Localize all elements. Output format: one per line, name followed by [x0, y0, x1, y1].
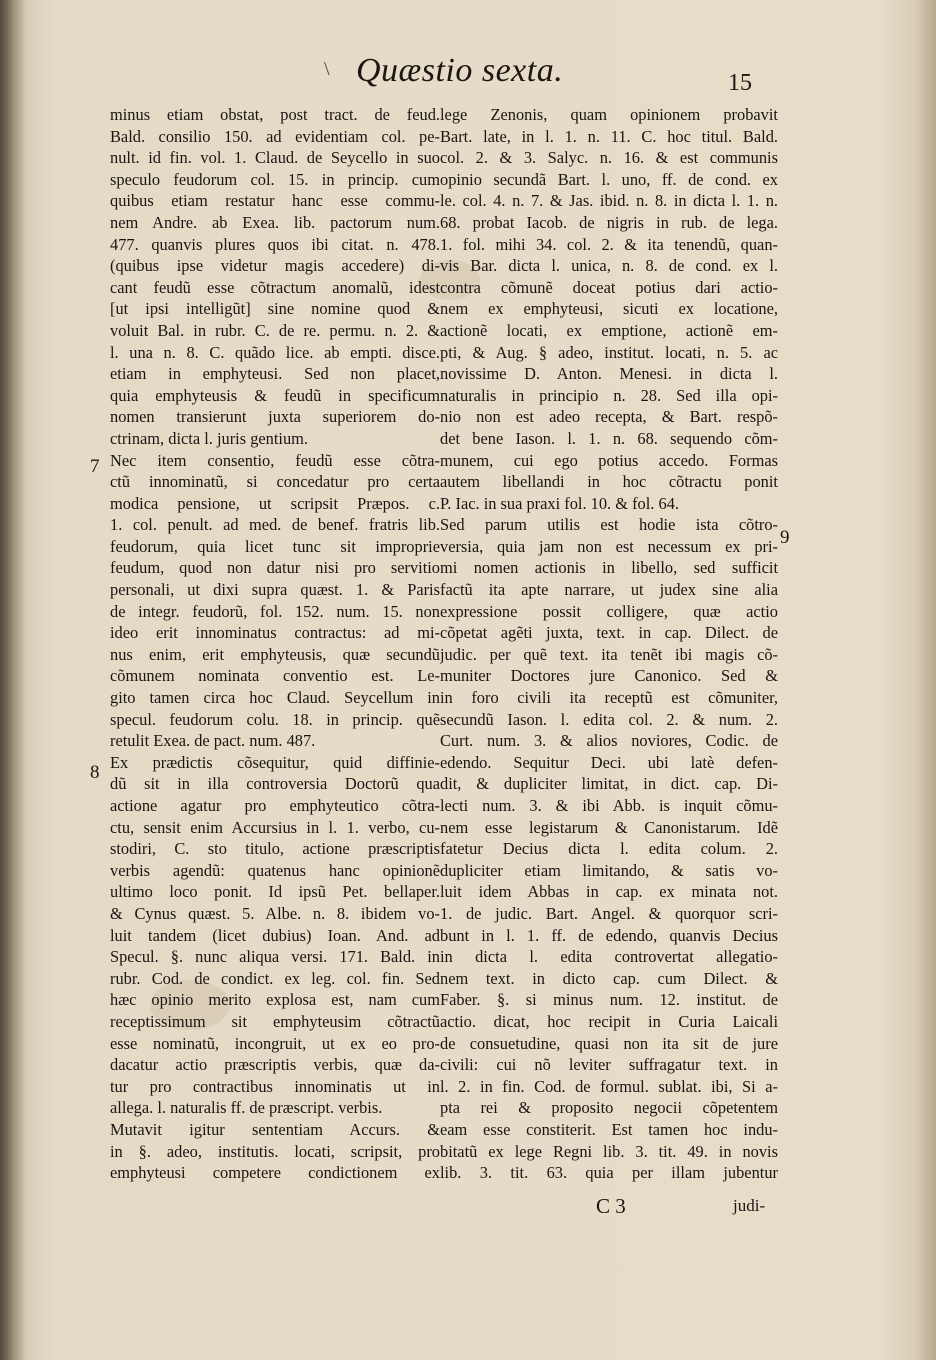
- text-line: le. col. 4. n. 7. & Jas. ibid. n. 8. in dicta l. 1. n.: [440, 191, 778, 211]
- text-line: dupliciter etiam limitando, & satis vo-: [440, 860, 778, 880]
- text-line: speculo feudorum col. 15. in princip. cum: [110, 169, 440, 189]
- text-line: & Cynus quæst. 5. Albe. n. 8. ibidem vo-: [110, 903, 440, 923]
- text-line: Bart. late, in l. 1. n. 11. C. hoc titul. Bald.: [440, 126, 778, 146]
- text-line: opinio secundã Bart. l. uno, ff. de cond. ex: [440, 169, 778, 189]
- text-line: cõpetat agẽti juxta, text. in cap. Dilect. de: [440, 623, 778, 643]
- text-line: 1. fol. mihi 34. col. 2. & ita tenendũ, quan-: [440, 234, 778, 254]
- left-text-column: [110, 104, 440, 1184]
- text-line: retulit Exea. de pact. num. 487.: [110, 731, 316, 751]
- text-line: dacatur actio præscriptis verbis, quæ da-: [110, 1055, 440, 1075]
- text-line: allega. l. naturalis ff. de præscript. verbis.: [110, 1098, 383, 1118]
- text-line: nem esse legistarum & Canonistarum. Idẽ: [440, 817, 778, 837]
- text-line: P. Iac. in sua praxi fol. 10. & fol. 64.: [440, 493, 679, 513]
- text-line: receptissimum sit emphyteusim cõtractũ: [110, 1011, 440, 1031]
- text-line: Nec item consentio, feudũ esse cõtra-: [110, 450, 440, 470]
- text-line: bitatũ ex lege Regni lib. 3. tit. 49. in novis: [440, 1141, 778, 1161]
- text-line: Faber. §. si minus num. 12. institut. de: [440, 990, 778, 1010]
- text-line: secundũ Iason. l. edita col. 2. & num. 2.: [440, 709, 778, 729]
- text-line: verbis agendũ: quatenus hanc opinionẽ: [110, 860, 440, 880]
- text-line: voluit Bal. in rubr. C. de re. permu. n. 2. &: [110, 320, 440, 340]
- margin-number-8: 8: [90, 762, 100, 783]
- text-line: dit, & dupliciter limitat, in dict. cap. Di-: [440, 774, 778, 794]
- signature-mark: C 3: [596, 1194, 626, 1218]
- text-line: contra cõmunẽ doceat potius dari actio-: [440, 277, 778, 297]
- text-line: nem Andre. ab Exea. lib. pactorum num.: [110, 212, 440, 232]
- right-text-column: [440, 104, 778, 1184]
- text-line: [ut ipsi intelligũt] sine nomine quod &: [110, 299, 440, 319]
- running-title: Quæstio sexta.: [356, 52, 564, 89]
- margin-number-9: 9: [780, 527, 790, 548]
- text-line: modica pensione, ut scripsit Præpos. c.: [110, 493, 440, 513]
- text-line: de integr. feudorũ, fol. 152. num. 15. non: [110, 601, 440, 621]
- text-line: autem libellandi in hoc cõtractu ponit: [440, 472, 778, 492]
- text-line: nult. id fin. vol. 1. Claud. de Seycello in suo: [110, 148, 440, 168]
- text-line: muniter Doctores jure Canonico. Sed &: [440, 666, 778, 686]
- text-line: pti, & Aug. § adeo, institut. locati, n. 5. ac: [440, 342, 778, 362]
- text-line: l. 2. in fin. Cod. de formul. sublat. ibi, Si a-: [440, 1076, 778, 1096]
- text-line: Sed parum utilis est hodie ista cõtro-: [440, 515, 778, 535]
- text-line: luit tandem (licet dubius) Ioan. And. ad: [110, 925, 440, 945]
- text-line: 1. col. penult. ad med. de benef. fratris lib.: [110, 515, 440, 535]
- text-line: edendo. Sequitur Deci. ubi latè defen-: [440, 752, 778, 772]
- text-line: l. una n. 8. C. quãdo lice. ab empti. disce.: [110, 342, 440, 362]
- text-line: luit idem Abbas in cap. ex minata not.: [440, 882, 778, 902]
- folio-number: 15: [728, 70, 752, 96]
- text-line: specul. feudorum colu. 18. in princip. quẽ: [110, 709, 440, 729]
- text-line: minus etiam obstat, post tract. de feud.: [110, 105, 440, 124]
- text-line: 1. de judic. Bart. Angel. & quorquor scri-: [440, 903, 778, 923]
- text-line: emphyteusi competere condictionem ex: [110, 1163, 440, 1183]
- text-line: nem ex emphyteusi, sicuti ex locatione,: [440, 299, 778, 319]
- text-line: Ex prædictis cõsequitur, quid diffinie-: [110, 752, 440, 772]
- text-line: expressione possit colligere, quæ actio: [440, 601, 778, 621]
- text-line: cant feudũ esse cõtractum anomalũ, idest: [110, 277, 440, 297]
- text-line: hæc opinio merito explosa est, nam cum: [110, 990, 440, 1010]
- text-line: Curt. num. 3. & alios noviores, Codic. de: [440, 731, 778, 751]
- text-line: Mutavit igitur sententiam Accurs. &: [110, 1119, 440, 1139]
- text-line: nio non est adeo recepta, & Bart. respõ-: [440, 407, 778, 427]
- text-line: ctrinam, dicta l. juris gentium.: [110, 428, 309, 448]
- text-line: esse nominatũ, incongruit, ut ex eo pro-: [110, 1033, 440, 1053]
- text-line: versia, quia jam non est necessum ex pri-: [440, 536, 778, 556]
- text-line: fatetur Decius dicta l. edita colum. 2.: [440, 839, 778, 859]
- text-line: civili: cui nõ leviter suffragatur text. in: [440, 1055, 778, 1075]
- text-line: actionẽ locati, ex emptione, actionẽ em-: [440, 320, 778, 340]
- text-line: 477. quanvis plures quos ibi citat. n. 478.: [110, 234, 440, 254]
- text-line: tur pro contractibus innominatis ut in: [110, 1076, 440, 1096]
- text-line: bunt in l. 1. ff. de edendo, quanvis Decius: [440, 925, 778, 945]
- text-line: actione agatur pro emphyteutico cõtra-: [110, 796, 440, 815]
- text-line: factũ ita apte narrare, ut judex sine alia: [440, 580, 778, 600]
- text-line: lecti num. 3. & ibi Abb. is inquit cõmu-: [440, 796, 778, 815]
- text-line: etiam in emphyteusi. Sed non placet,: [110, 364, 440, 384]
- text-line: nomen transierunt juxta superiorem do-: [110, 407, 440, 427]
- text-line: eam esse constiterit. Est tamen hoc indu-: [440, 1119, 778, 1139]
- text-line: feudum, quod non datur nisi pro servitio: [110, 558, 440, 578]
- text-line: 68. probat Iacob. de nigris in rub. de lega.: [440, 212, 778, 232]
- text-line: in §. adeo, institutis. locati, scripsit, pro: [110, 1141, 440, 1161]
- text-line: quia emphyteusis & feudũ in specificum: [110, 385, 440, 405]
- text-line: in dicta l. edita controvertat allegatio-: [440, 947, 778, 967]
- page-header: [300, 52, 820, 98]
- text-line: gito tamen circa hoc Claud. Seycellum in: [110, 688, 440, 708]
- text-line: judic. per quẽ text. ita tenẽt ibi magis cõ-: [440, 644, 778, 664]
- text-line: actio. dicat, hoc recipit in Curia Laicali: [440, 1011, 778, 1031]
- margin-number-7: 7: [90, 456, 100, 477]
- text-line: (quibus ipse videtur magis accedere) di-: [110, 256, 440, 276]
- text-line: mi nomen actionis in libello, sed sufficit: [440, 558, 778, 578]
- text-line: vis Bar. dicta l. unica, n. 8. de cond. ex l.: [440, 256, 778, 276]
- text-line: munem, cui ego potius accedo. Formas: [440, 450, 778, 470]
- text-line: pta rei & proposito negocii cõpetentem: [440, 1098, 778, 1118]
- text-line: naturalis in principio n. 28. Sed illa opi-: [440, 385, 778, 405]
- text-line: dũ sit in illa controversia Doctorũ qua: [110, 774, 440, 794]
- text-line: lib. 3. tit. 63. quia per illam jubentur: [440, 1163, 778, 1183]
- text-line: lege Zenonis, quam opinionem probavit: [440, 105, 778, 124]
- catchword: judi-: [733, 1196, 766, 1215]
- text-line: ctũ innominatũ, si concedatur pro certa: [110, 472, 440, 492]
- text-line: col. 2. & 3. Salyc. n. 16. & est communis: [440, 148, 778, 168]
- text-line: ctu, sensit enim Accursius in l. 1. verbo, cu-: [110, 817, 440, 837]
- text-line: nus enim, erit emphyteusis, quæ secundũ: [110, 644, 440, 664]
- text-line: det bene Iason. l. 1. n. 68. sequendo cõm-: [440, 428, 778, 448]
- text-line: nem text. in dicto cap. cum Dilect. &: [440, 968, 778, 988]
- text-line: feudorum, quia licet tunc sit improprie: [110, 536, 440, 556]
- text-line: rubr. Cod. de condict. ex leg. col. fin. Sed: [110, 968, 440, 988]
- text-line: cõmunem nominata conventio est. Le-: [110, 666, 440, 686]
- text-line: de consuetudine, quasi non ita sit de jure: [440, 1033, 778, 1053]
- text-line: Specul. §. nunc aliqua versi. 171. Bald. in: [110, 947, 440, 967]
- text-line: ultimo loco ponit. Id ipsũ Pet. bellaper.: [110, 882, 440, 902]
- text-line: ideo erit innominatus contractus: ad mi-: [110, 623, 440, 643]
- header-mark: \: [324, 58, 330, 80]
- text-line: personali, ut dixi supra quæst. 1. & Paris: [110, 580, 440, 600]
- text-line: Bald. consilio 150. ad evidentiam col. pe-: [110, 126, 440, 146]
- text-line: novissime D. Anton. Menesi. in dicta l.: [440, 364, 778, 384]
- text-line: in foro civili ita receptũ est cõmuniter,: [440, 688, 778, 708]
- text-line: quibus etiam restatur hanc esse commu-: [110, 191, 440, 211]
- text-line: stodiri, C. sto titulo, actione præscriptis: [110, 839, 440, 859]
- gutter-shadow: [0, 0, 26, 1360]
